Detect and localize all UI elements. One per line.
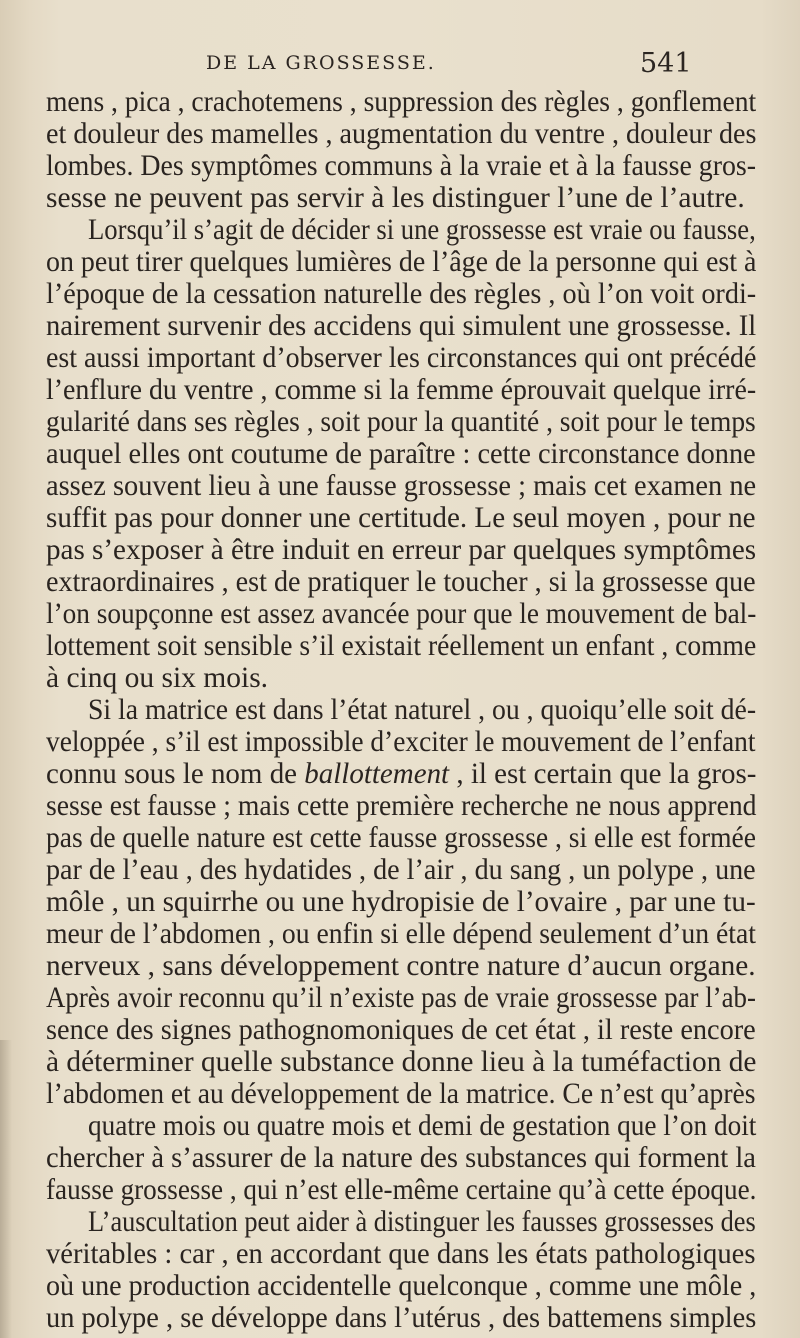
paragraph-start-line: Lorsqu’il s’agit de décider si une grossesse est vraie ou fausse,	[88, 214, 756, 246]
text-line	[46, 756, 756, 792]
text-line: l’on soupçonne est assez avancée pour que le mouvement de bal-	[46, 598, 757, 630]
text-line: suffit pas pour donner une certitude. Le seul moyen , pour ne	[46, 502, 756, 534]
paragraph-start-line: quatre mois ou quatre mois et demi de gestation que l’on doit	[88, 1110, 757, 1142]
text-line: extraordinaires , est de pratiquer le toucher , si la grossesse que	[46, 566, 756, 598]
text-line: lombes. Des symptômes communs à la vraie et à la fausse gros-	[46, 150, 757, 182]
text-line: meur de l’abdomen , ou enfin si elle dépend seulement d’un état	[46, 918, 756, 950]
text-line: l’époque de la cessation naturelle des règles , où l’on voit ordi-	[46, 278, 757, 310]
text-line: pas de quelle nature est cette fausse grossesse , si elle est formée	[46, 822, 756, 854]
text-line: gularité dans ses règles , soit pour la quantité , soit pour le temps	[46, 406, 756, 438]
text-line: sesse ne peuvent pas servir à les distinguer l’une de l’autre.	[46, 182, 745, 214]
text-line: à déterminer quelle substance donne lieu à la tuméfaction de	[46, 1046, 757, 1078]
text-line: auquel elles ont coutume de paraître : cette circonstance donne	[46, 438, 756, 470]
text-line: assez souvent lieu à une fausse grossesse ; mais cet examen ne	[46, 470, 757, 502]
text-line: est aussi important d’observer les circonstances qui ont précédé	[46, 342, 757, 374]
text-line: nerveux , sans développement contre nature d’aucun organe.	[46, 950, 756, 982]
running-header	[0, 48, 800, 88]
text-run: , il est certain que la gros-	[449, 758, 757, 790]
text-line: sence des signes pathognomoniques de cet état , il reste encore	[46, 1014, 756, 1046]
running-head-title: DE LA GROSSESSE.	[206, 52, 436, 74]
text-line: l’abdomen et au développement de la matrice. Ce n’est qu’après	[46, 1078, 756, 1110]
text-line: à cinq ou six mois.	[46, 662, 269, 694]
text-line: chercher à s’assurer de la nature des substances qui forment la	[46, 1142, 756, 1174]
paragraph-start-line: Si la matrice est dans l’état naturel , ou , quoiqu’elle soit dé-	[88, 694, 757, 726]
text-line: lottement soit sensible s’il existait réellement un enfant , comme	[46, 630, 757, 662]
page-number: 541	[640, 48, 692, 79]
text-line: et douleur des mamelles , augmentation du ventre , douleur des	[46, 118, 757, 150]
text-line: mens , pica , crachotemens , suppression des règles , gonflement	[46, 86, 757, 118]
text-line: véritables : car , en accordant que dans les états pathologiques	[46, 1238, 756, 1270]
text-line: pas s’exposer à être induit en erreur par quelques symptômes	[46, 534, 757, 566]
text-line: sesse est fausse ; mais cette première recherche ne nous apprend	[46, 790, 757, 822]
text-line: fausse grossesse , qui n’est elle-même certaine qu’à cette époque.	[46, 1174, 757, 1206]
page-edge-shadow	[0, 1040, 12, 1338]
text-line: l’enflure du ventre , comme si la femme éprouvait quelque irré-	[46, 374, 757, 406]
text-line: un polype , se développe dans l’utérus , des battemens simples	[46, 1302, 757, 1334]
paragraph-start-line: L’auscultation peut aider à distinguer les fausses grossesses des	[88, 1206, 756, 1238]
text-line: on peut tirer quelques lumières de l’âge de la personne qui est à	[46, 246, 757, 278]
text-line: môle , un squirrhe ou une hydropisie de l’ovaire , par une tu-	[46, 886, 756, 918]
text-run: connu sous le nom de	[46, 758, 305, 790]
text-line: Après avoir reconnu qu’il n’existe pas de vraie grossesse par l’ab-	[46, 982, 756, 1014]
text-line: nairement survenir des accidens qui simulent une grossesse. Il	[46, 310, 757, 342]
text-line: par de l’eau , des hydatides , de l’air , du sang , un polype , une	[46, 854, 756, 886]
text-line: où une production accidentelle quelconque , comme une môle ,	[46, 1270, 757, 1302]
text-line: veloppée , s’il est impossible d’exciter le mouvement de l’enfant	[46, 726, 756, 758]
italic-term: ballottement	[304, 758, 450, 790]
